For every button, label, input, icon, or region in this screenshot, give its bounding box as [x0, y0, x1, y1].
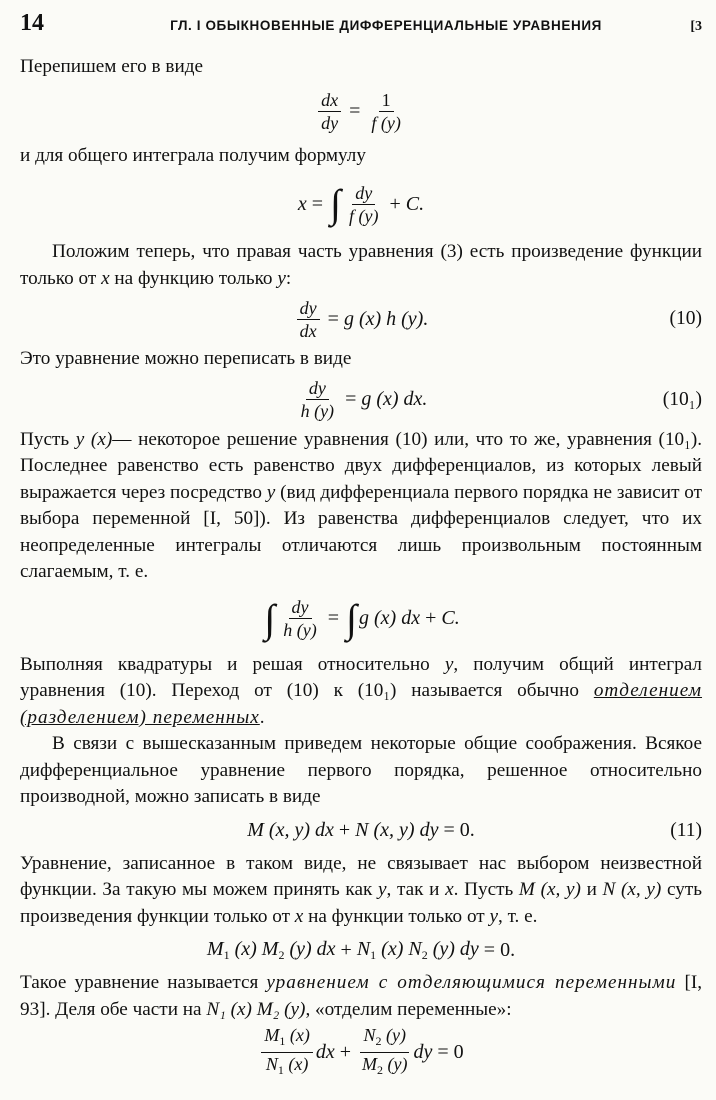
equation-dx-dy: $\frac{dx}{dy}$ = $\frac{1}{f (y)}$: [20, 81, 702, 143]
term-separable-equation: уравнением с отделяющимися переменными: [266, 972, 677, 993]
section-number: [3: [690, 19, 702, 34]
equation-separable-product: $M_1$ (x) $M_2$ (y) dx + $N_1$ (x) $N_2$ (y) dy = 0.: [206, 937, 516, 962]
paragraph-rewrite: Перепишем его в виде: [20, 56, 204, 77]
equation-10: $\frac{dy}{dx}$ = g (x) h (y). (10): [20, 292, 702, 346]
paragraph-solution: Пусть y (x)— некоторое решение уравнения (10) или, что то же, уравнения (10₁). Последнее равенство есть равенство двух дифференциалов, из которых левый выражается через посредство y (вид дифференциала первого порядка не зависит от выбора переменной [I, 50]). Из равенства дифференциалов следует, что их неопределенные интегралы отличаются лишь произвольным постоянным слагаемым, т. е.: [20, 428, 703, 582]
page-header: [20, 10, 702, 44]
equation-number-10-1: (10₁): [662, 388, 702, 410]
equation-x-integral: x = ∫ $\frac{dy}{f (y)}$ + C.: [297, 181, 425, 226]
equation-11: M (x, y) dx + N (x, y) dy = 0. (11): [247, 819, 702, 841]
equation-number-11: (11): [670, 819, 702, 841]
page-number: 14: [20, 10, 44, 36]
equation-number-10: (10): [669, 308, 702, 329]
paragraph-unknown-function: Уравнение, записанное в таком виде, не связывает нас выбором неизвестной функции. За такую мы можем принять как y, так и x. Пусть M (x, y) и N (x, y) суть произведения функции только от x на функции только от y, т. е.: [20, 852, 703, 927]
equation-separated: $\frac{M_1 (x)}{N_1 (x)}$ dx + $\frac{N_2 (y)}{M_2 (y)}$ dy = 0: [20, 1023, 702, 1081]
paragraph-quadratures: Выполняя квадратуры и решая относительно y, получим общий интеграл уравнения (10). Переход от (10) к (10₁) называется обычно отделением (разделением) переменных.: [20, 653, 703, 728]
paragraph-general-integral: и для общего интеграла получим формулу: [20, 144, 366, 166]
equation-integrals: ∫ $\frac{dy}{h (y)}$ = ∫ g (x) dx + C.: [264, 595, 460, 641]
paragraph-product: Положим теперь, что правая часть уравнения (3) есть произведение функции только от x на функцию только y:: [20, 241, 702, 289]
paragraph-general-remarks: В связи с вышесказанным приведем некоторые общие соображения. Всякое дифференциальное уравнение первого порядка, решенное относительно производной, можно записать в виде: [20, 733, 702, 807]
paragraph-rewrite-2: Это уравнение можно переписать в виде: [20, 348, 352, 369]
running-head: ГЛ. I ОБЫКНОВЕННЫЕ ДИФФЕРЕНЦИАЛЬНЫЕ УРАВНЕНИЯ: [170, 18, 602, 33]
term-separation-of-variables: отделением (разделением) переменных: [20, 680, 703, 728]
equation-10-1: $\frac{dy}{h (y)}$ = g (x) dx. (10₁): [300, 378, 702, 421]
paragraph-separable-equation: Такое уравнение называется уравнением с отделяющимися переменными [I, 93]. Деля обе части на N₁ (x) M₂ (y), «отделим переменные»:: [20, 972, 703, 1020]
